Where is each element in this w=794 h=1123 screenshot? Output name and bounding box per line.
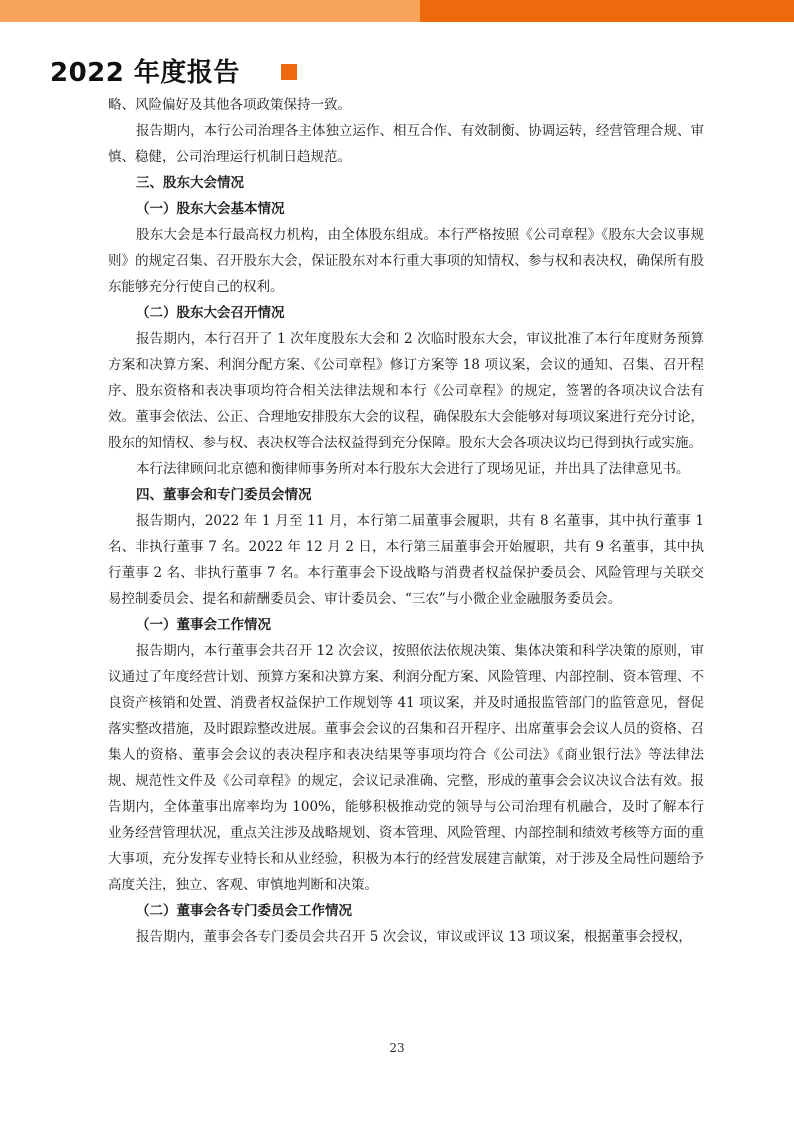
- section-heading: （一）股东大会基本情况: [136, 201, 285, 217]
- body-paragraph: 本行法律顾问北京德和衡律师事务所对本行股东大会进行了现场见证，并出具了法律意见书。: [136, 461, 690, 477]
- body-paragraph: 略、风险偏好及其他各项政策保持一致。: [108, 97, 351, 113]
- header-color-bar: [0, 0, 794, 22]
- document-body: [108, 92, 704, 950]
- header-bar-light-segment: [0, 0, 420, 22]
- body-paragraph: 报告期内，本行公司治理各主体独立运作、相互合作、有效制衡、协调运转，经营管理合规、审慎、稳健，公司治理运行机制日趋规范。: [108, 123, 704, 165]
- header-bar-dark-segment: [420, 0, 794, 22]
- section-heading: 四、董事会和专门委员会情况: [136, 487, 312, 503]
- section-heading: （一）董事会工作情况: [136, 617, 271, 633]
- page-number: 23: [389, 1041, 405, 1055]
- body-paragraph: 报告期内，董事会各专门委员会共召开 5 次会议，审议或评议 13 项议案，根据董事会授权，: [136, 929, 692, 945]
- body-paragraph: 报告期内，本行召开了 1 次年度股东大会和 2 次临时股东大会，审议批准了本行年度财务预算方案和决算方案、利润分配方案、《公司章程》修订方案等 18 项议案，会议的通知、召集、召开程序、股东资格和表决事项均符合相关法律法规和本行《公司章程》的规定，签署的各项决议合法有效。董事会依法、公正、合理地安排股东大会的议程，确保股东大会能够对每项议案进行充分讨论，股东的知情权、参与权、表决权等合法权益得到充分保障。股东大会各项决议均已得到执行或实施。: [108, 331, 704, 451]
- section-heading: 三、股东大会情况: [136, 175, 244, 191]
- orange-square-icon: [281, 64, 297, 80]
- body-paragraph: 报告期内，2022 年 1 月至 11 月，本行第二届董事会履职，共有 8 名董事，其中执行董事 1 名、非执行董事 7 名。2022 年 12 月 2 日，本行第三届董事会开始履职，共有 9 名董事，其中执行董事 2 名、非执行董事 7 名。本行董事会下设战略与消费者权益保护委员会、风险管理与关联交易控制委员会、提名和薪酬委员会、审计委员会、“三农”与小微企业金融服务委员会。: [108, 513, 704, 607]
- body-paragraph: 股东大会是本行最高权力机构，由全体股东组成。本行严格按照《公司章程》《股东大会议事规则》的规定召集、召开股东大会，保证股东对本行重大事项的知情权、参与权和表决权，确保所有股东能够充分行使自己的权利。: [108, 227, 704, 295]
- section-heading: （二）董事会各专门委员会工作情况: [136, 903, 352, 919]
- body-paragraph: 报告期内，本行董事会共召开 12 次会议，按照依法依规决策、集体决策和科学决策的原则，审议通过了年度经营计划、预算方案和决算方案、利润分配方案、风险管理、内部控制、资本管理、不良资产核销和处置、消费者权益保护工作规划等 41 项议案，并及时通报监管部门的监管意见，督促落实整改措施，及时跟踪整改进展。董事会会议的召集和召开程序、出席董事会会议人员的资格、召集人的资格、董事会会议的表决程序和表决结果等事项均符合《公司法》《商业银行法》等法律法规、规范性文件及《公司章程》的规定，会议记录准确、完整，形成的董事会会议决议合法有效。报告期内，全体董事出席率均为 100%，能够积极推动党的领导与公司治理有机融合，及时了解本行业务经营管理状况，重点关注涉及战略规划、资本管理、风险管理、内部控制和绩效考核等方面的重大事项，充分发挥专业特长和从业经验，积极为本行的经营发展建言献策，对于涉及全局性问题给予高度关注，独立、客观、审慎地判断和决策。: [108, 643, 704, 893]
- section-heading: （二）股东大会召开情况: [136, 305, 285, 321]
- report-title: 2022 年度报告: [50, 58, 240, 88]
